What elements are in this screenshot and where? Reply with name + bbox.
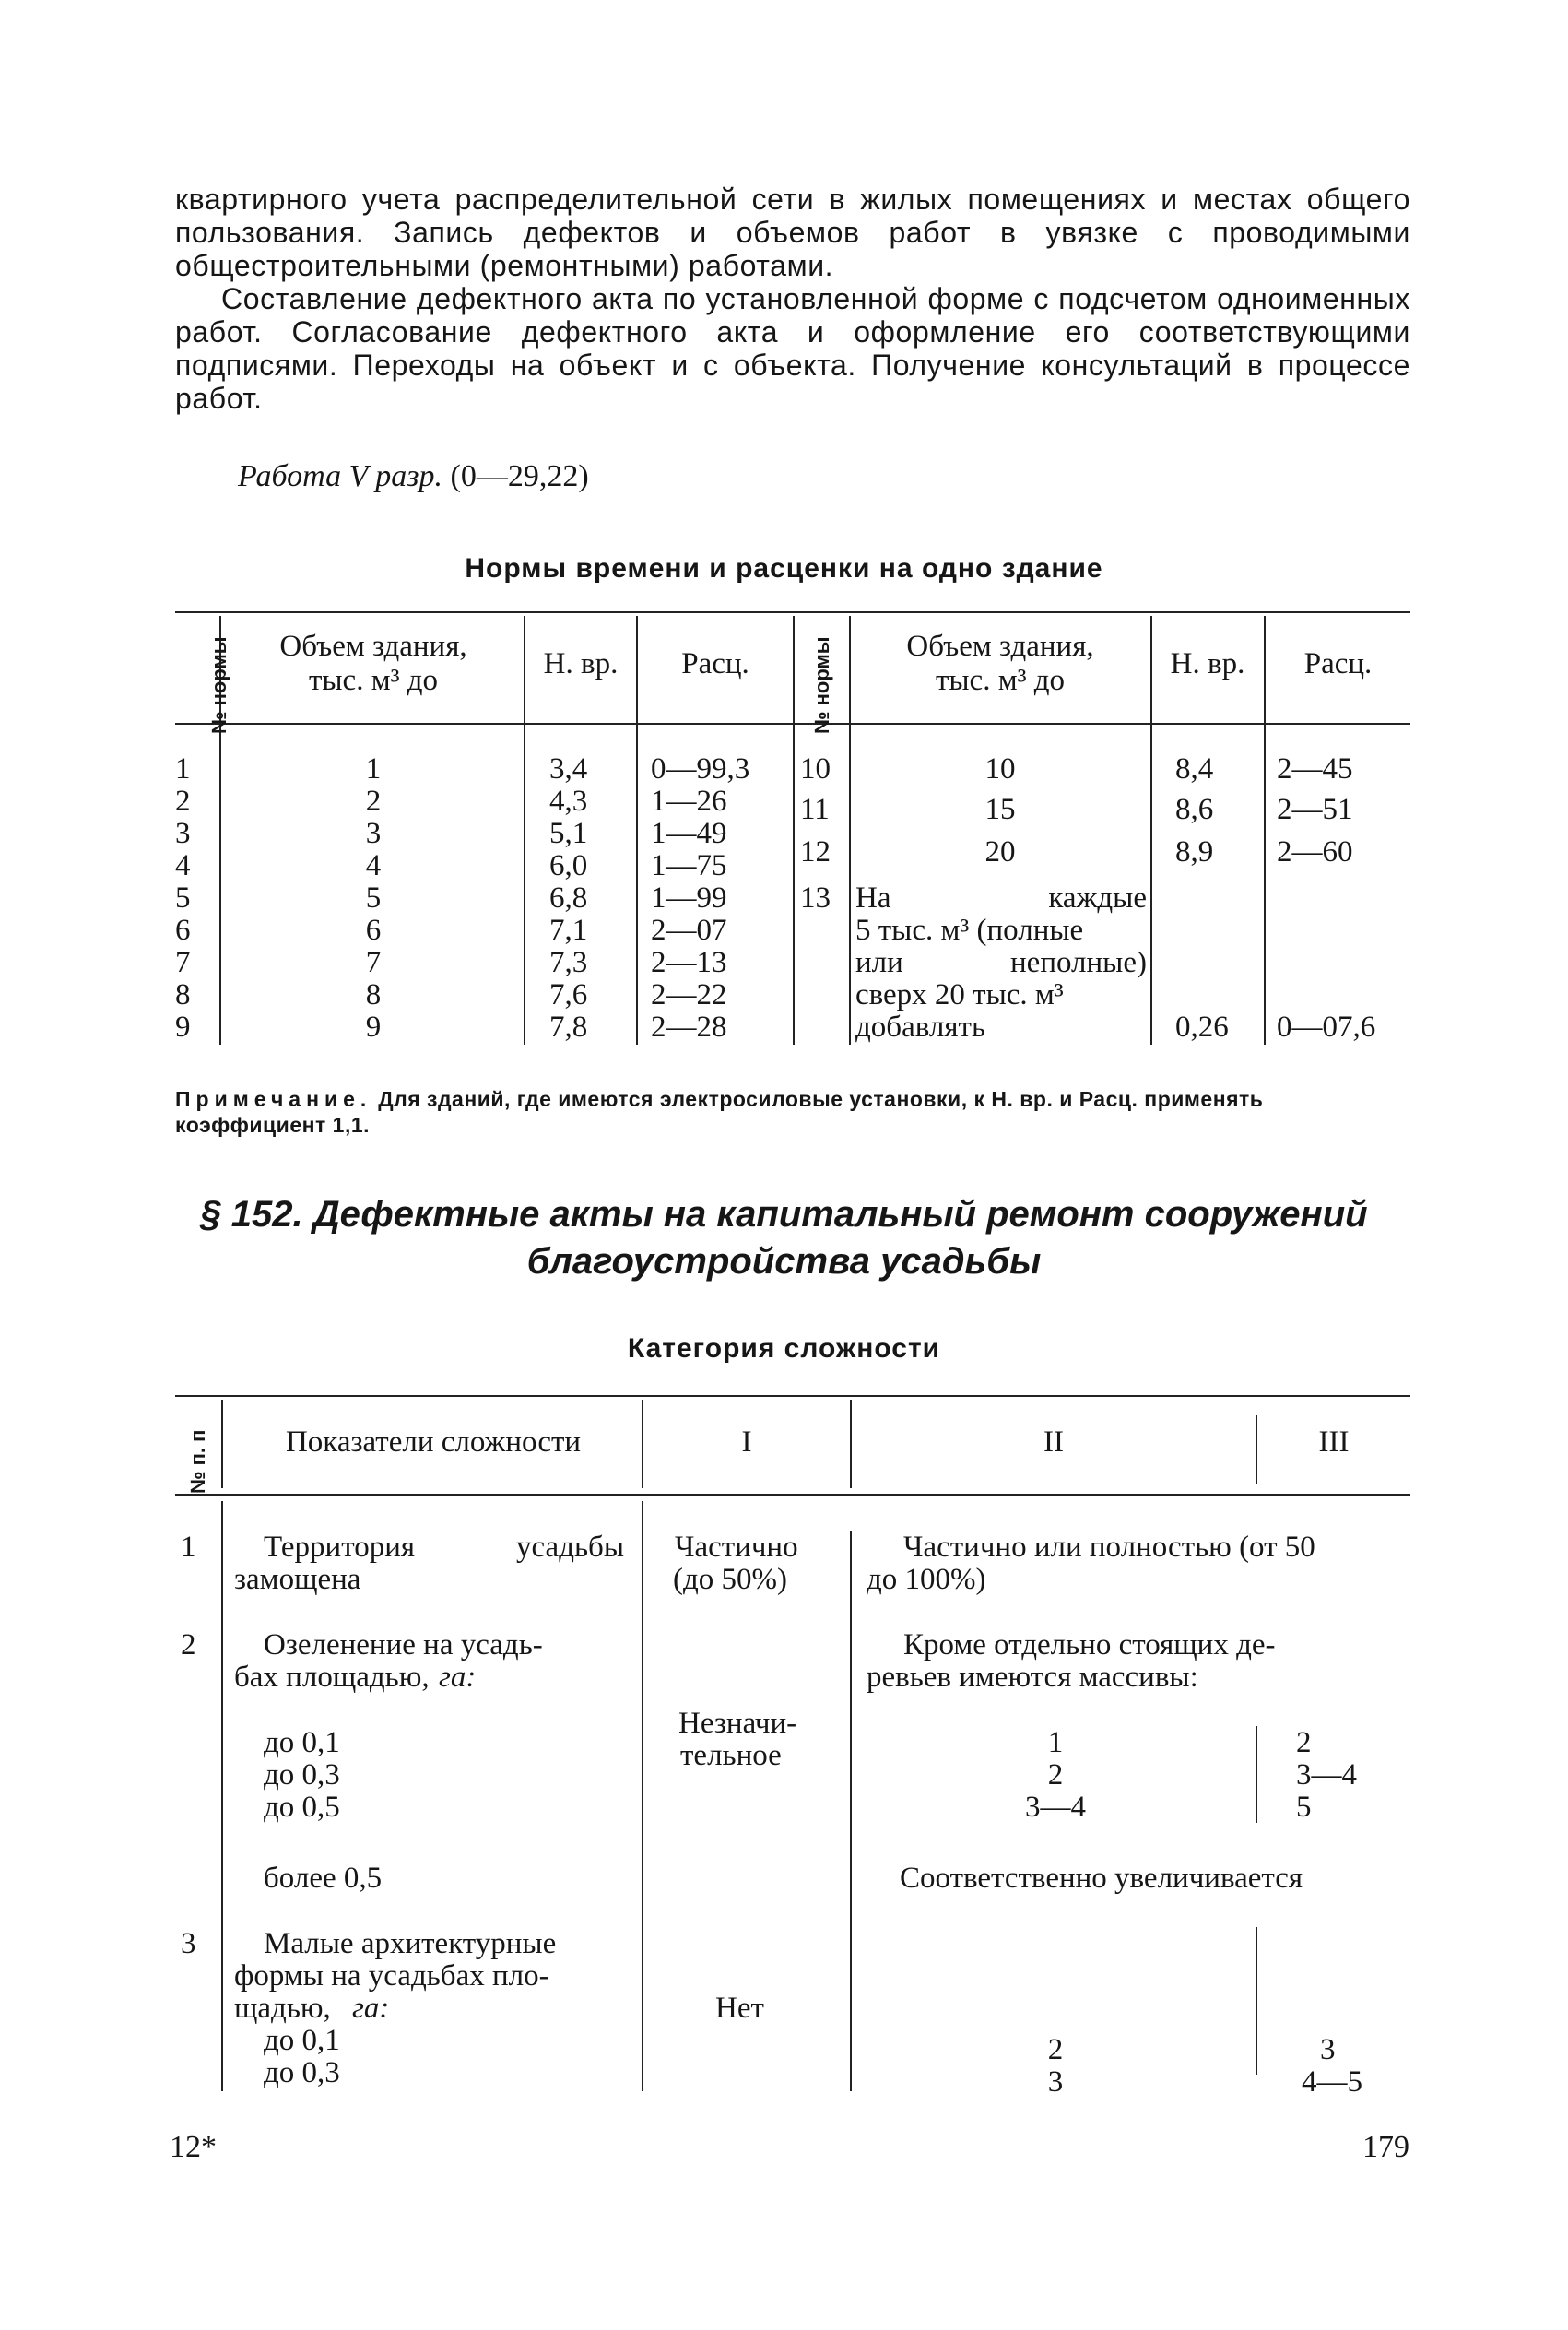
t1-cell-volume: 20 [984, 835, 1016, 869]
t1-cell-rasc: 0—99,3 [651, 752, 750, 786]
t2-indicator-unit: га: [439, 1661, 477, 1694]
t1-col-rasc-header-left: Расц. [681, 647, 749, 680]
t2-subrow-label: до 0,3 [264, 1758, 340, 1792]
t1-cell-no: 9 [175, 1011, 191, 1044]
t1-cell-rasc: 1—26 [651, 785, 727, 818]
t2-indicator-text: щадью, [234, 1992, 331, 2025]
t1-cell-rasc: 2—45 [1277, 752, 1353, 786]
t1-col-hvr-header-right: Н. вр. [1170, 647, 1245, 680]
t2-category-23-text: ревьев имеются массивы: [867, 1661, 1198, 1694]
table1-top-rule [175, 611, 1410, 613]
t1-cell-no: 2 [175, 785, 191, 818]
t1-cell-rasc: 1—49 [651, 817, 727, 850]
t2-category-1-value: (до 50%) [673, 1563, 788, 1596]
t1-cell-hvr: 3,4 [549, 752, 588, 786]
t1-cell-volume-line: сверх 20 тыс. м³ [855, 978, 1064, 1011]
t2-category-23-text: до 100%) [867, 1563, 986, 1596]
t2-subrow-category-3: 2 [1296, 1726, 1312, 1759]
t1-col-volume-unit-left: тыс. м³ до [308, 664, 439, 697]
note-text: Для зданий, где имеются электросиловые установки, к Н. вр. и Расц. применять коэффициент 1,1. [175, 1087, 1264, 1137]
t1-cell-hvr: 8,4 [1175, 752, 1214, 786]
t1-cell-volume: 8 [365, 978, 382, 1011]
t1-cell-volume: 4 [365, 849, 382, 882]
work-grade-label: Работа V разр. [238, 459, 443, 493]
t1-cell-rasc: 2—28 [651, 1011, 727, 1044]
t2-subrow-label: более 0,5 [264, 1862, 383, 1895]
t2-indicator-text: Территория [264, 1531, 416, 1564]
t2-category-23-text: Соответственно увеличивается [900, 1862, 1303, 1895]
t1-cell-hvr: 7,6 [549, 978, 588, 1011]
t1-cell-no: 5 [175, 881, 191, 915]
t2-indicator-text: Озеленение на усадь- [264, 1628, 543, 1662]
t1-cell-no: 6 [175, 914, 191, 947]
t1-cell-no: 1 [175, 752, 191, 786]
t2-subrow-category-2: 2 [1047, 2033, 1064, 2066]
page-signature-mark: 12* [170, 2130, 217, 2164]
work-grade-value: (0—29,22) [450, 459, 589, 493]
t2-vline [1256, 1726, 1257, 1823]
t1-cell-volume: 7 [365, 946, 382, 979]
t1-cell-hvr: 7,8 [549, 1011, 588, 1044]
t2-subrow-label: до 0,1 [264, 2024, 340, 2057]
t1-cell-volume: 9 [365, 1011, 382, 1044]
t2-vline [642, 1501, 643, 2091]
t1-cell-no: 4 [175, 849, 191, 882]
t2-subrow-label: до 0,3 [264, 2056, 340, 2089]
t2-subrow-category-2: 3—4 [1025, 1791, 1086, 1824]
t2-col-no-header: № п. п [186, 1429, 209, 1494]
t1-cell-rasc: 2—51 [1277, 793, 1353, 826]
t1-cell-no: 8 [175, 978, 191, 1011]
t1-col-no-header-left: № нормы [207, 636, 230, 734]
t2-indicator-text: Малые архитектурные [264, 1927, 557, 1960]
t2-category-23-text: Частично или полностью (от 50 [903, 1531, 1315, 1564]
t2-vline [221, 1400, 223, 1488]
t1-cell-rasc: 1—99 [651, 881, 727, 915]
table2-caption: Категория сложности [627, 1333, 941, 1364]
table2-top-rule [175, 1395, 1410, 1397]
t1-cell-hvr: 6,0 [549, 849, 588, 882]
t1-cell-hvr: 5,1 [549, 817, 588, 850]
intro-paragraph-1: квартирного учета распределительной сети в жилых помещениях и местах общего пользования. Запись дефектов и объемов работ в увязке с проводимыми общестроительными (ремонтными) работами. [175, 183, 1410, 282]
t1-cell-no: 12 [800, 835, 831, 869]
t2-row-no: 3 [181, 1927, 196, 1960]
t1-cell-volume: 5 [365, 881, 382, 915]
t1-vline [793, 616, 795, 1045]
t2-subrow-category-2: 1 [1047, 1726, 1064, 1759]
t2-category-1-value: Незначи- [678, 1707, 797, 1740]
t1-cell-no: 13 [800, 881, 831, 915]
t1-cell-volume: 1 [365, 752, 382, 786]
t1-cell-volume: 2 [365, 785, 382, 818]
t2-col-indicators-header: Показатели сложности [285, 1425, 582, 1459]
t1-cell-rasc: 2—60 [1277, 835, 1353, 869]
t2-col-category-1-header: I [741, 1425, 752, 1459]
t1-cell-hvr: 4,3 [549, 785, 588, 818]
t1-cell-rasc: 2—13 [651, 946, 727, 979]
t2-row-no: 1 [181, 1531, 196, 1564]
t2-indicator-text: замощена [234, 1563, 361, 1596]
t2-subrow-label: до 0,5 [264, 1791, 340, 1824]
table1-caption: Нормы времени и расценки на одно здание [465, 553, 1103, 584]
t2-vline [850, 1531, 852, 2091]
t1-cell-hvr: 6,8 [549, 881, 588, 915]
t1-cell-volume-line: На каждые [855, 881, 1147, 915]
t2-subrow-category-2: 3 [1047, 2065, 1064, 2099]
page-number: 179 [1362, 2130, 1409, 2164]
t2-category-1-value: Нет [715, 1992, 764, 2025]
t2-indicator-text: усадьбы [516, 1531, 624, 1564]
t1-cell-hvr: 7,1 [549, 914, 588, 947]
t2-subrow-category-2: 2 [1047, 1758, 1064, 1792]
t2-col-category-2-header: II [1043, 1425, 1064, 1459]
table2-header-rule [175, 1494, 1410, 1496]
t2-row-no: 2 [181, 1628, 196, 1662]
t2-subrow-label: до 0,1 [264, 1726, 340, 1759]
t1-col-hvr-header-left: Н. вр. [543, 647, 619, 680]
note-label: Примечание. [175, 1087, 372, 1111]
t2-category-1-value: Частично [675, 1531, 798, 1564]
t2-col-category-3-header: III [1318, 1425, 1350, 1459]
t1-col-volume-header-right: Объем здания, [906, 630, 1094, 663]
t1-cell-rasc: 0—07,6 [1277, 1011, 1376, 1044]
t2-vline [221, 1501, 223, 2091]
table1-note [175, 1086, 1410, 1138]
t1-cell-rasc: 2—07 [651, 914, 727, 947]
t2-subrow-category-3: 3 [1320, 2033, 1336, 2066]
t1-col-volume-header-left: Объем здания, [279, 630, 467, 663]
t2-subrow-category-3: 3—4 [1296, 1758, 1357, 1792]
intro-paragraph-2: Составление дефектного акта по установленной форме с подсчетом одноименных работ. Согласование дефектного акта и оформление его соответствующими подписями. Переходы на объект и с объекта. Получение консультаций в процессе работ. [175, 282, 1410, 415]
t1-cell-rasc: 1—75 [651, 849, 727, 882]
t2-category-1-value: тельное [680, 1739, 782, 1772]
t2-category-23-text: Кроме отдельно стоящих де- [903, 1628, 1276, 1662]
t2-indicator-text: формы на усадьбах пло- [234, 1959, 549, 1993]
t1-cell-no: 11 [800, 793, 830, 826]
t1-cell-no: 10 [800, 752, 831, 786]
t1-cell-hvr: 7,3 [549, 946, 588, 979]
t1-cell-volume: 10 [984, 752, 1016, 786]
t2-subrow-category-3: 4—5 [1302, 2065, 1362, 2099]
t1-cell-rasc: 2—22 [651, 978, 727, 1011]
t2-vline [1256, 1927, 1257, 2075]
t1-col-no-header-right: № нормы [810, 636, 833, 734]
t1-cell-no: 7 [175, 946, 191, 979]
t1-cell-volume: 3 [365, 817, 382, 850]
t2-indicator-text: бах площадью, [234, 1661, 430, 1694]
t1-cell-volume-line: добавлять [855, 1011, 985, 1044]
t2-subrow-category-3: 5 [1296, 1791, 1312, 1824]
t1-col-volume-unit-right: тыс. м³ до [935, 664, 1066, 697]
t1-col-rasc-header-right: Расц. [1303, 647, 1373, 680]
work-grade-line [238, 459, 589, 494]
section-heading-line1: § 152. Дефектные акты на капитальный ремонт сооружений [200, 1194, 1368, 1235]
t1-cell-volume-line: 5 тыс. м³ (полные [855, 914, 1084, 947]
section-heading-line2: благоустройства усадьбы [526, 1241, 1042, 1282]
t2-indicator-unit: га: [352, 1992, 390, 2025]
t1-vline [849, 616, 851, 1045]
t1-cell-hvr: 8,9 [1175, 835, 1214, 869]
t1-cell-volume-line: или неполные) [855, 946, 1147, 979]
t1-cell-no: 3 [175, 817, 191, 850]
t1-cell-hvr: 8,6 [1175, 793, 1214, 826]
t1-cell-volume: 6 [365, 914, 382, 947]
t1-cell-hvr: 0,26 [1175, 1011, 1229, 1044]
t1-cell-volume: 15 [984, 793, 1016, 826]
